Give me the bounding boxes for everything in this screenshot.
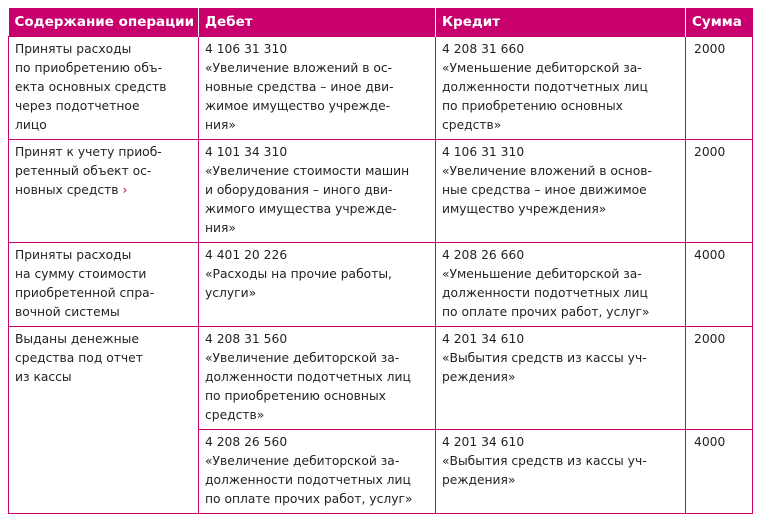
- credit-cell: 4 208 26 660 «Уменьшение дебиторской за- долженности подотчетных лиц по оплате прочих работ, услуг»: [436, 243, 686, 327]
- debit-cell: 4 208 31 560 «Увеличение дебиторской за- долженности подотчетных лиц по приобретению основных средств»: [199, 327, 436, 430]
- amount-cell: 2000: [686, 37, 753, 140]
- debit-cell: 4 401 20 226 «Расходы на прочие работы, услуги»: [199, 243, 436, 327]
- header-operation: Содержание операции: [9, 8, 199, 37]
- table-row: [9, 140, 753, 243]
- operation-cell: [9, 140, 199, 243]
- amount-cell: 4000: [686, 430, 753, 514]
- operation-text: Принят к учету приоб- ретенный объект ос- новных средств: [15, 145, 162, 197]
- header-debit: Дебет: [199, 8, 436, 37]
- credit-cell: 4 106 31 310 «Увеличение вложений в основ- ные средства – иное движимое имущество учреждения»: [436, 140, 686, 243]
- operation-cell: Приняты расходы на сумму стоимости приобретенной спра- вочной системы: [9, 243, 199, 327]
- accounting-entries-table-container: [8, 8, 752, 514]
- header-amount: Сумма: [686, 8, 753, 37]
- debit-cell: 4 101 34 310 «Увеличение стоимости машин и оборудования – иного дви- жимого имущества учрежде- ния»: [199, 140, 436, 243]
- table-row: [9, 327, 753, 430]
- credit-cell: 4 201 34 610 «Выбытия средств из кассы уч- реждения»: [436, 327, 686, 430]
- amount-cell: 2000: [686, 140, 753, 243]
- accounting-entries-table: [8, 8, 753, 514]
- operation-cell: Выданы денежные средства под отчет из кассы: [9, 327, 199, 514]
- amount-cell: 4000: [686, 243, 753, 327]
- table-row: [9, 243, 753, 327]
- header-credit: Кредит: [436, 8, 686, 37]
- credit-cell: 4 208 31 660 «Уменьшение дебиторской за- долженности подотчетных лиц по приобретению основных средств»: [436, 37, 686, 140]
- debit-cell: 4 208 26 560 «Увеличение дебиторской за- долженности подотчетных лиц по оплате прочих работ, услуг»: [199, 430, 436, 514]
- debit-cell: 4 106 31 310 «Увеличение вложений в ос- новные средства – иное дви- жимое имущество учрежде- ния»: [199, 37, 436, 140]
- table-row: [9, 37, 753, 140]
- reference-marker: ›: [122, 183, 128, 197]
- operation-cell: Приняты расходы по приобретению объ- екта основных средств через подотчетное лицо: [9, 37, 199, 140]
- table-header-row: [9, 8, 753, 37]
- amount-cell: 2000: [686, 327, 753, 430]
- credit-cell: 4 201 34 610 «Выбытия средств из кассы уч- реждения»: [436, 430, 686, 514]
